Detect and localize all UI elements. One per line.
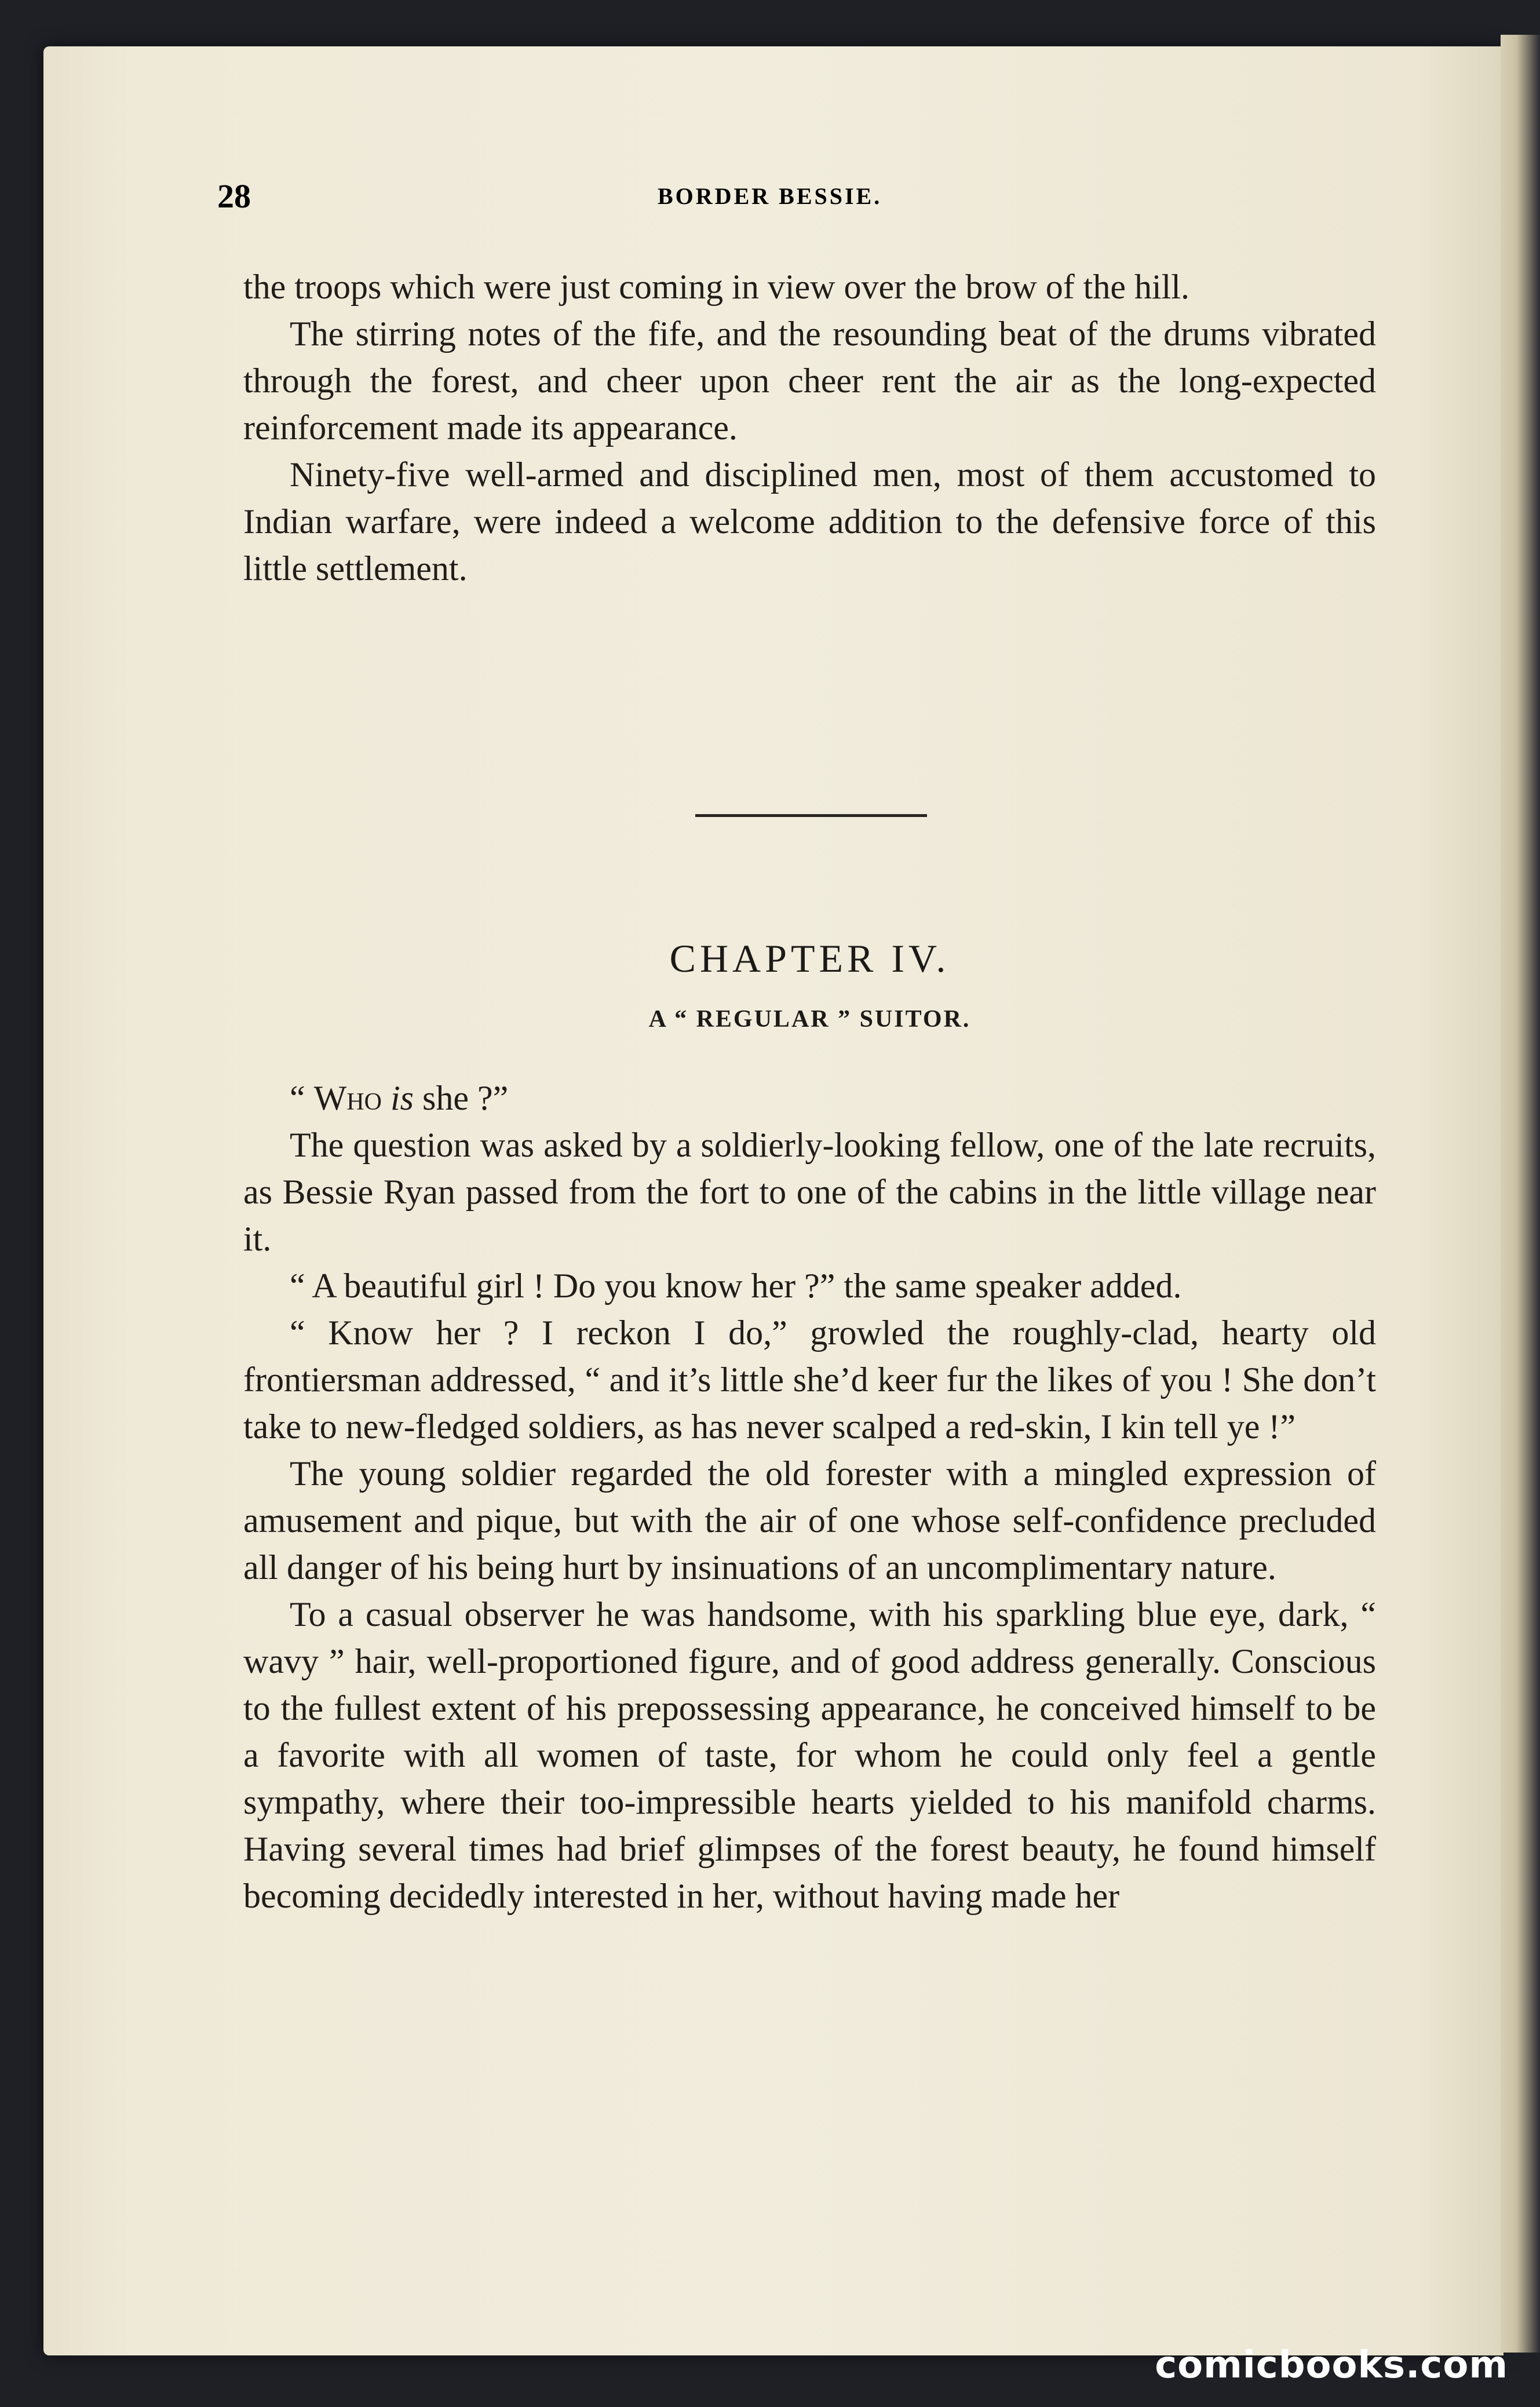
paragraph: The young soldier regarded the old forester with a mingled expression of amusement and pique, but with the air of one whose self-confidence precluded all danger of his being hurt by insinuations of an uncomplimentary nature. <box>243 1454 1376 1587</box>
paragraph: the troops which were just coming in view over the brow of the hill. <box>243 268 1189 306</box>
watermark: comicbooks.com <box>1155 2344 1508 2387</box>
opening-is: is <box>381 1079 414 1117</box>
page-edge <box>1501 35 1540 2353</box>
paragraph: “ A beautiful girl ! Do you know her ?” the same speaker added. <box>290 1267 1182 1305</box>
paragraph: The stirring notes of the fife, and the resounding beat of the drums vibrated through the forest, and cheer upon cheer rent the air as the long-expected reinforcement made its appearance. <box>243 315 1376 447</box>
paragraph: The question was asked by a soldierly-looking fellow, one of the late recruits, as Bessie Ryan passed from the fort to one of the cabins in the little village near it. <box>243 1126 1376 1258</box>
opening-who: Who <box>313 1079 382 1117</box>
opening-quote: “ <box>290 1079 314 1117</box>
running-head <box>217 177 1376 217</box>
chapter-title: CHAPTER IV. <box>669 936 950 980</box>
section-divider <box>695 814 927 817</box>
page-number: 28 <box>217 177 251 215</box>
running-title: BORDER BESSIE. <box>658 183 882 209</box>
section-2-text <box>243 1075 1376 1920</box>
paragraph: Ninety-five well-armed and disciplined men, most of them accustomed to Indian warfare, were indeed a welcome addition to the defensive force of this little settlement. <box>243 455 1376 588</box>
paragraph-opening <box>243 1075 1376 1122</box>
paragraph: “ Know her ? I reckon I do,” growled the roughly-clad, hearty old frontiersman addressed, “ and it’s little she’d keer fur the likes of you ! She don’t take to new-fledged soldiers, as has never scalped a red-skin, I kin tell ye !” <box>243 1314 1376 1446</box>
chapter-subtitle: A “ REGULAR ” SUITOR. <box>648 1006 971 1033</box>
paragraph: To a casual observer he was handsome, with his sparkling blue eye, dark, “ wavy ” hair, well-proportioned figure, and of good address generally. Conscious to the fullest extent of his prepossessing appearance, he conceived himself to be a favorite with all women of taste, for whom he could only feel a gentle sympathy, where their too-impressible hearts yielded to his manifold charms. Having several times had brief glimpses of the forest beauty, he found himself becoming decidedly interested in her, without having made her <box>243 1595 1376 1915</box>
section-1-text <box>243 264 1376 592</box>
opening-rest: she ?” <box>413 1079 509 1117</box>
